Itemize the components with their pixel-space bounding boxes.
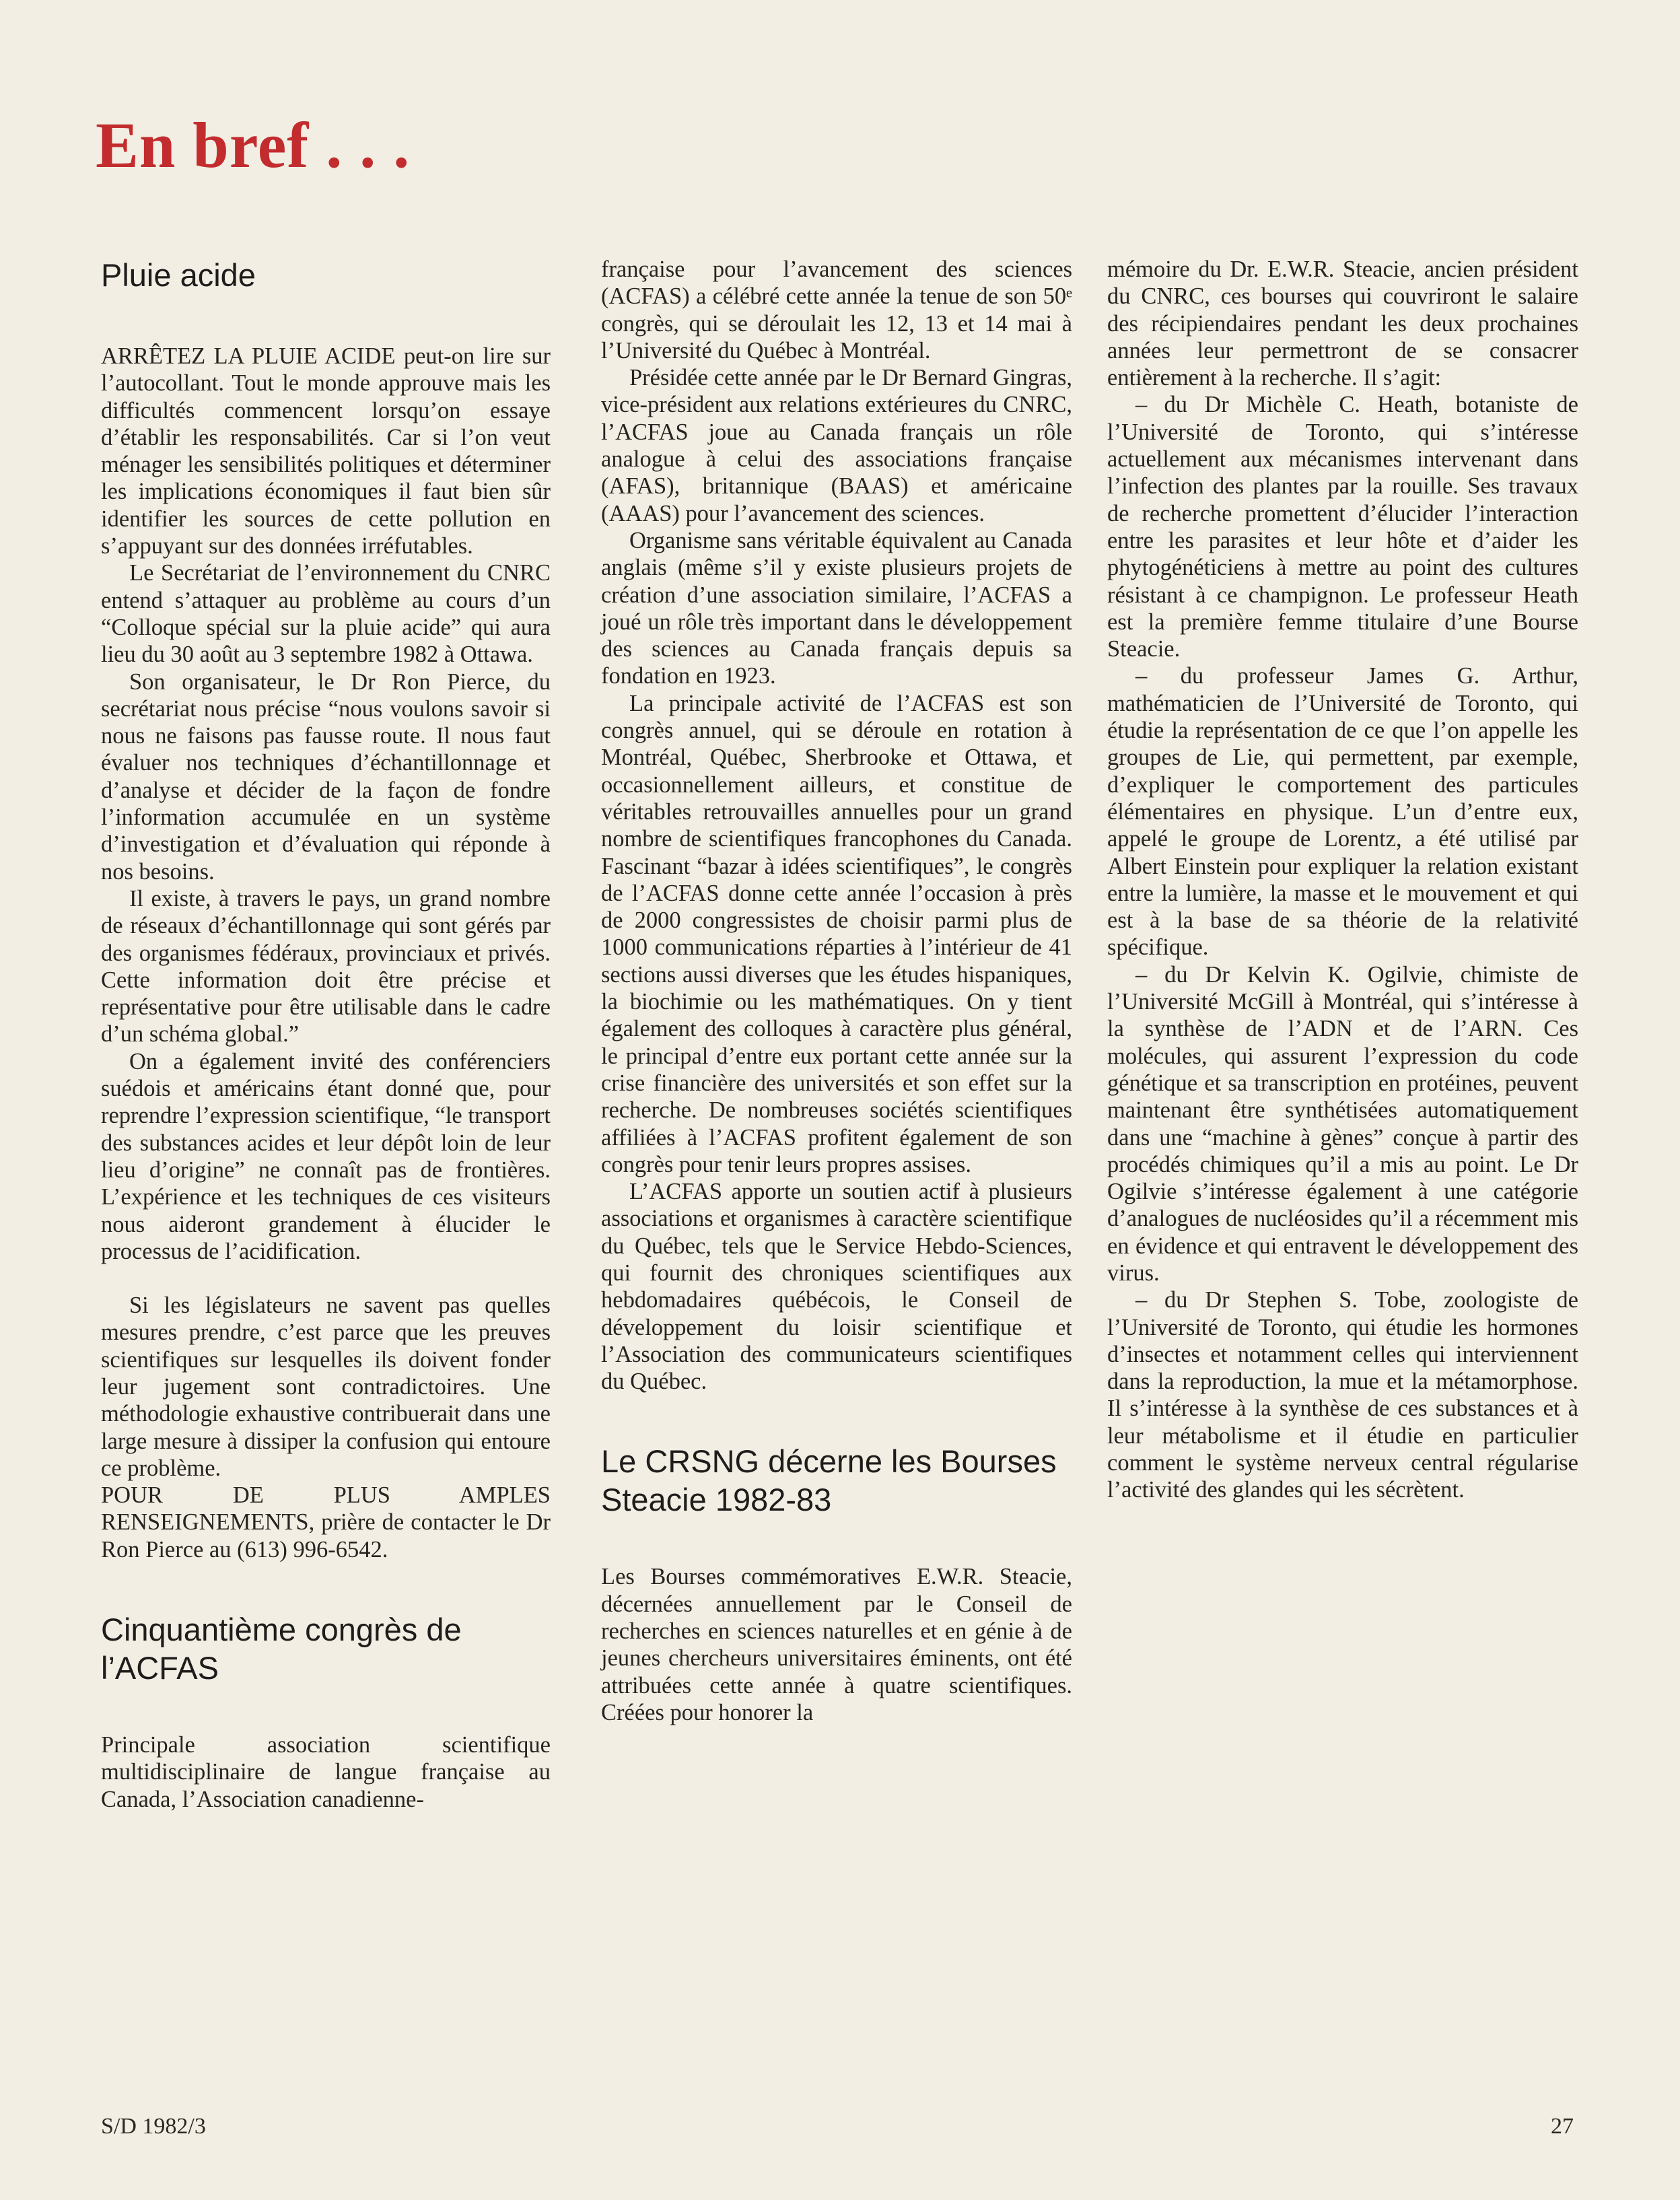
paragraph: Les Bourses commémoratives E.W.R. Steacie, décernées annuellement par le Conseil de recherches en sciences naturelles et en génie à de jeunes chercheurs universitaires éminents, ont été attribuées cette année à quatre scientifiques. Créées pour honorer la: [601, 1564, 1072, 1725]
paragraph: – du Dr Kelvin K. Ogilvie, chimiste de l’Université McGill à Montréal, qui s’intéresse à la synthèse de l’ADN et de l’ARN. Ces molécules, qui assurent l’expression du code génétique et sa transcription en protéines, peuvent maintenant être synthétisées automatiquement dans une “machine à gènes” conçue à partir des procédés chimiques qu’il a mis au point. Le Dr Ogilvie s’intéresse également à une catégorie d’analogues de nucléosides qu’il a récemment mis en évidence et qui entravent le développement des virus.: [1107, 961, 1578, 1286]
page-title: En bref . . .: [96, 109, 411, 181]
issue-label: S/D 1982/3: [101, 2114, 206, 2139]
paragraph: On a également invité des conférenciers suédois et américains étant donné que, pour reprendre l’expression scientifique, “le transport des substances acides et leur dépôt loin de leur lieu d’origine” ne connaît pas de frontières. L’expérience et les techniques de ces visiteurs nous aideront grandement à élucider le processus de l’acidification.: [101, 1048, 551, 1264]
paragraph: Son organisateur, le Dr Ron Pierce, du secrétariat nous précise “nous voulons savoir si nous ne faisons pas fausse route. Il nous faut évaluer nos techniques d’échantillonnage et d’analyse et décider de la façon de fondre l’information accumulée en un système d’investigation et d’évaluation qui réponde à nos besoins.: [101, 668, 551, 885]
paragraph: ARRÊTEZ LA PLUIE ACIDE peut-on lire sur l’autocollant. Tout le monde approuve mais les difficultés commencent lorsqu’on essaye d’établir les responsabilités. Car si l’on veut ménager les sensibilités politiques et déterminer les implications économiques il faut bien sûr identifier les sources de cette pollution en s’appuyant sur des données irréfutables.: [101, 343, 551, 559]
paragraph: Principale association scientifique multidisciplinaire de langue française au Canada, l’Association canadienne-: [101, 1732, 551, 1812]
paragraph: française pour l’avancement des sciences (ACFAS) a célébré cette année la tenue de son 50ᵉ congrès, qui se déroulait les 12, 13 et 14 mai à l’Université du Québec à Montréal.: [601, 256, 1072, 364]
column-3: [1107, 256, 1578, 1504]
paragraph: Si les législateurs ne savent pas quelles mesures prendre, c’est parce que les preuves scientifiques sur lesquelles ils doivent fonder leur jugement sont contradictoires. Une méthodologie exhaustive contribuerait dans une large mesure à dissiper la confusion qui entoure ce problème.: [101, 1293, 551, 1481]
paragraph: – du professeur James G. Arthur, mathématicien de l’Université de Toronto, qui étudie la représentation de ce que l’on appelle les groupes de Lie, qui permettent, par exemple, d’expliquer le comportement des particules élémentaires en physique. L’un d’entre eux, appelé le groupe de Lorentz, a été utilisé par Albert Einstein pour expliquer la relation existant entre la lumière, la masse et le mouvement et qui est à la base de sa théorie de la relativité spécifique.: [1107, 663, 1578, 961]
column-1: [101, 256, 551, 1813]
section-heading: Pluie acide: [101, 257, 256, 293]
paragraph: mémoire du Dr. E.W.R. Steacie, ancien président du CNRC, ces bourses qui couvriront le salaire des récipiendaires pendant les deux prochaines années leur permettront de se consacrer entièrement à la recherche. Il s’agit:: [1107, 256, 1578, 391]
paragraph: L’ACFAS apporte un soutien actif à plusieurs associations et organismes à caractère scientifique du Québec, tels que le Service Hebdo-Sciences, qui fournit des chroniques scientifiques aux hebdomadaires québécois, le Conseil de développement du loisir scientifique et l’Association des communicateurs scientifiques du Québec.: [601, 1179, 1072, 1395]
section-heading: Cinquantième congrès de l’ACFAS: [101, 1612, 462, 1686]
paragraph: Le Secrétariat de l’environnement du CNRC entend s’attaquer au problème au cours d’un “Colloque spécial sur la pluie acide” qui aura lieu du 30 août au 3 septembre 1982 à Ottawa.: [101, 560, 551, 668]
paragraph: – du Dr Michèle C. Heath, botaniste de l’Université de Toronto, qui s’intéresse actuellement aux mécanismes intervenant dans l’infection des plantes par la rouille. Ses travaux de recherche promettent d’élucider l’interaction entre les parasites et leur hôte et d’aider les phytogénéticiens à mettre au point des cultures résistant à ce champignon. Le professeur Heath est la première femme titulaire d’une Bourse Steacie.: [1107, 392, 1578, 662]
section-heading: Le CRSNG décerne les Bourses Steacie 1982-83: [601, 1443, 1057, 1518]
column-2: [601, 256, 1072, 1726]
paragraph: Organisme sans véritable équivalent au Canada anglais (même s’il y existe plusieurs projets de création d’une association similaire, l’ACFAS a joué un rôle très important dans le développement des sciences au Canada français depuis sa fondation en 1923.: [601, 527, 1072, 689]
paragraph: Il existe, à travers le pays, un grand nombre de réseaux d’échantillonnage qui sont gérés par des organismes fédéraux, provinciaux et privés. Cette information doit être précise et représentative pour être utilisable dans le cadre d’un schéma global.”: [101, 885, 551, 1047]
paragraph: – du Dr Stephen S. Tobe, zoologiste de l’Université de Toronto, qui étudie les hormones d’insectes et notamment celles qui interviennent dans la reproduction, la mue et la métamorphose. Il s’intéresse à la synthèse de ces substances et à leur métabolisme et il étudie en particulier comment le système nerveux central régularise l’activité des glandes qui les sécrètent.: [1107, 1287, 1578, 1503]
page-number: 27: [1551, 2114, 1574, 2139]
paragraph: La principale activité de l’ACFAS est son congrès annuel, qui se déroule en rotation à Montréal, Québec, Sherbrooke et Ottawa, et occasionnellement ailleurs, et constitue de véritables retrouvailles annuelles pour un grand nombre de scientifiques francophones du Canada. Fascinant “bazar à idées scientifiques”, le congrès de l’ACFAS donne cette année l’occasion à près de 2000 congressistes de choisir parmi plus de 1000 communications réparties à l’intérieur de 41 sections aussi diverses que les études hispaniques, la biochimie ou les mathématiques. On y tient également des colloques à caractère plus général, le principal d’entre eux portant cette année sur la crise financière des universités et son effet sur la recherche. De nombreuses sociétés scientifiques affiliées à l’ACFAS profitent également de son congrès pour tenir leurs propres assises.: [601, 690, 1072, 1177]
paragraph: POUR DE PLUS AMPLES RENSEIGNEMENTS, prière de contacter le Dr Ron Pierce au (613) 996-6542.: [101, 1482, 551, 1562]
paragraph: Présidée cette année par le Dr Bernard Gingras, vice-président aux relations extérieures du CNRC, l’ACFAS joue au Canada français un rôle analogue à celui des associations française (AFAS), britannique (BAAS) et américaine (AAAS) pour l’avancement des sciences.: [601, 365, 1072, 526]
